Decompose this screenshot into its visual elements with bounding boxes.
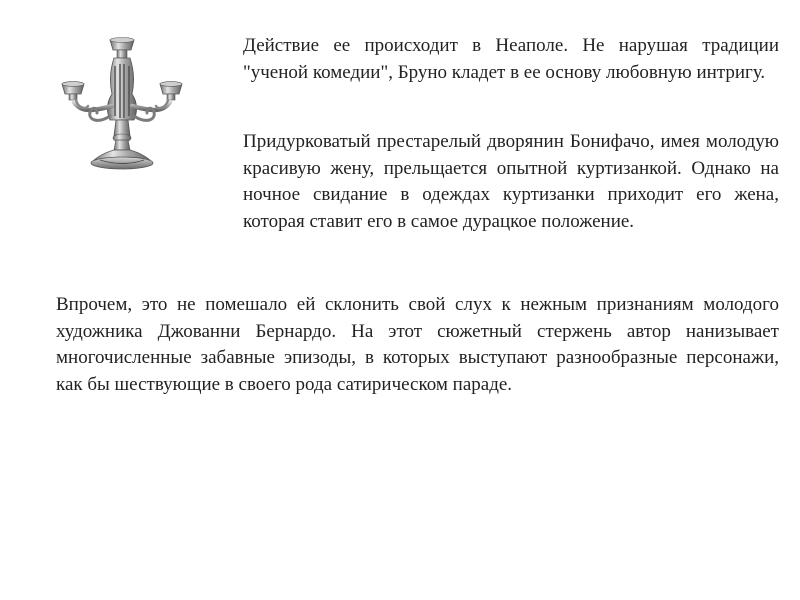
candelabrum-icon bbox=[52, 36, 192, 176]
paragraph-intro: Действие ее происходит в Неаполе. Не нарушая традиции "ученой комедии", Бруно кладет в ее основу любовную интригу. bbox=[243, 35, 779, 83]
paragraph-plot: Придурковатый престарелый дворянин Бонифачо, имея молодую красивую жену, прельщается опытной куртизанкой. Однако на ночное свидание в одеждах куртизанки приходит его жена, которая ставит его в самое дурацкое положение. bbox=[243, 131, 779, 232]
paragraph-episodes: Впрочем, это не помешало ей склонить свой слух к нежным признаниям молодого художника Джованни Бернардо. На этот сюжетный стержень автор нанизывает многочисленные забавные эпизоды, в которых выступают разнообразные персонажи, как бы шествующие в своего рода сатирическом параде. bbox=[56, 294, 779, 395]
